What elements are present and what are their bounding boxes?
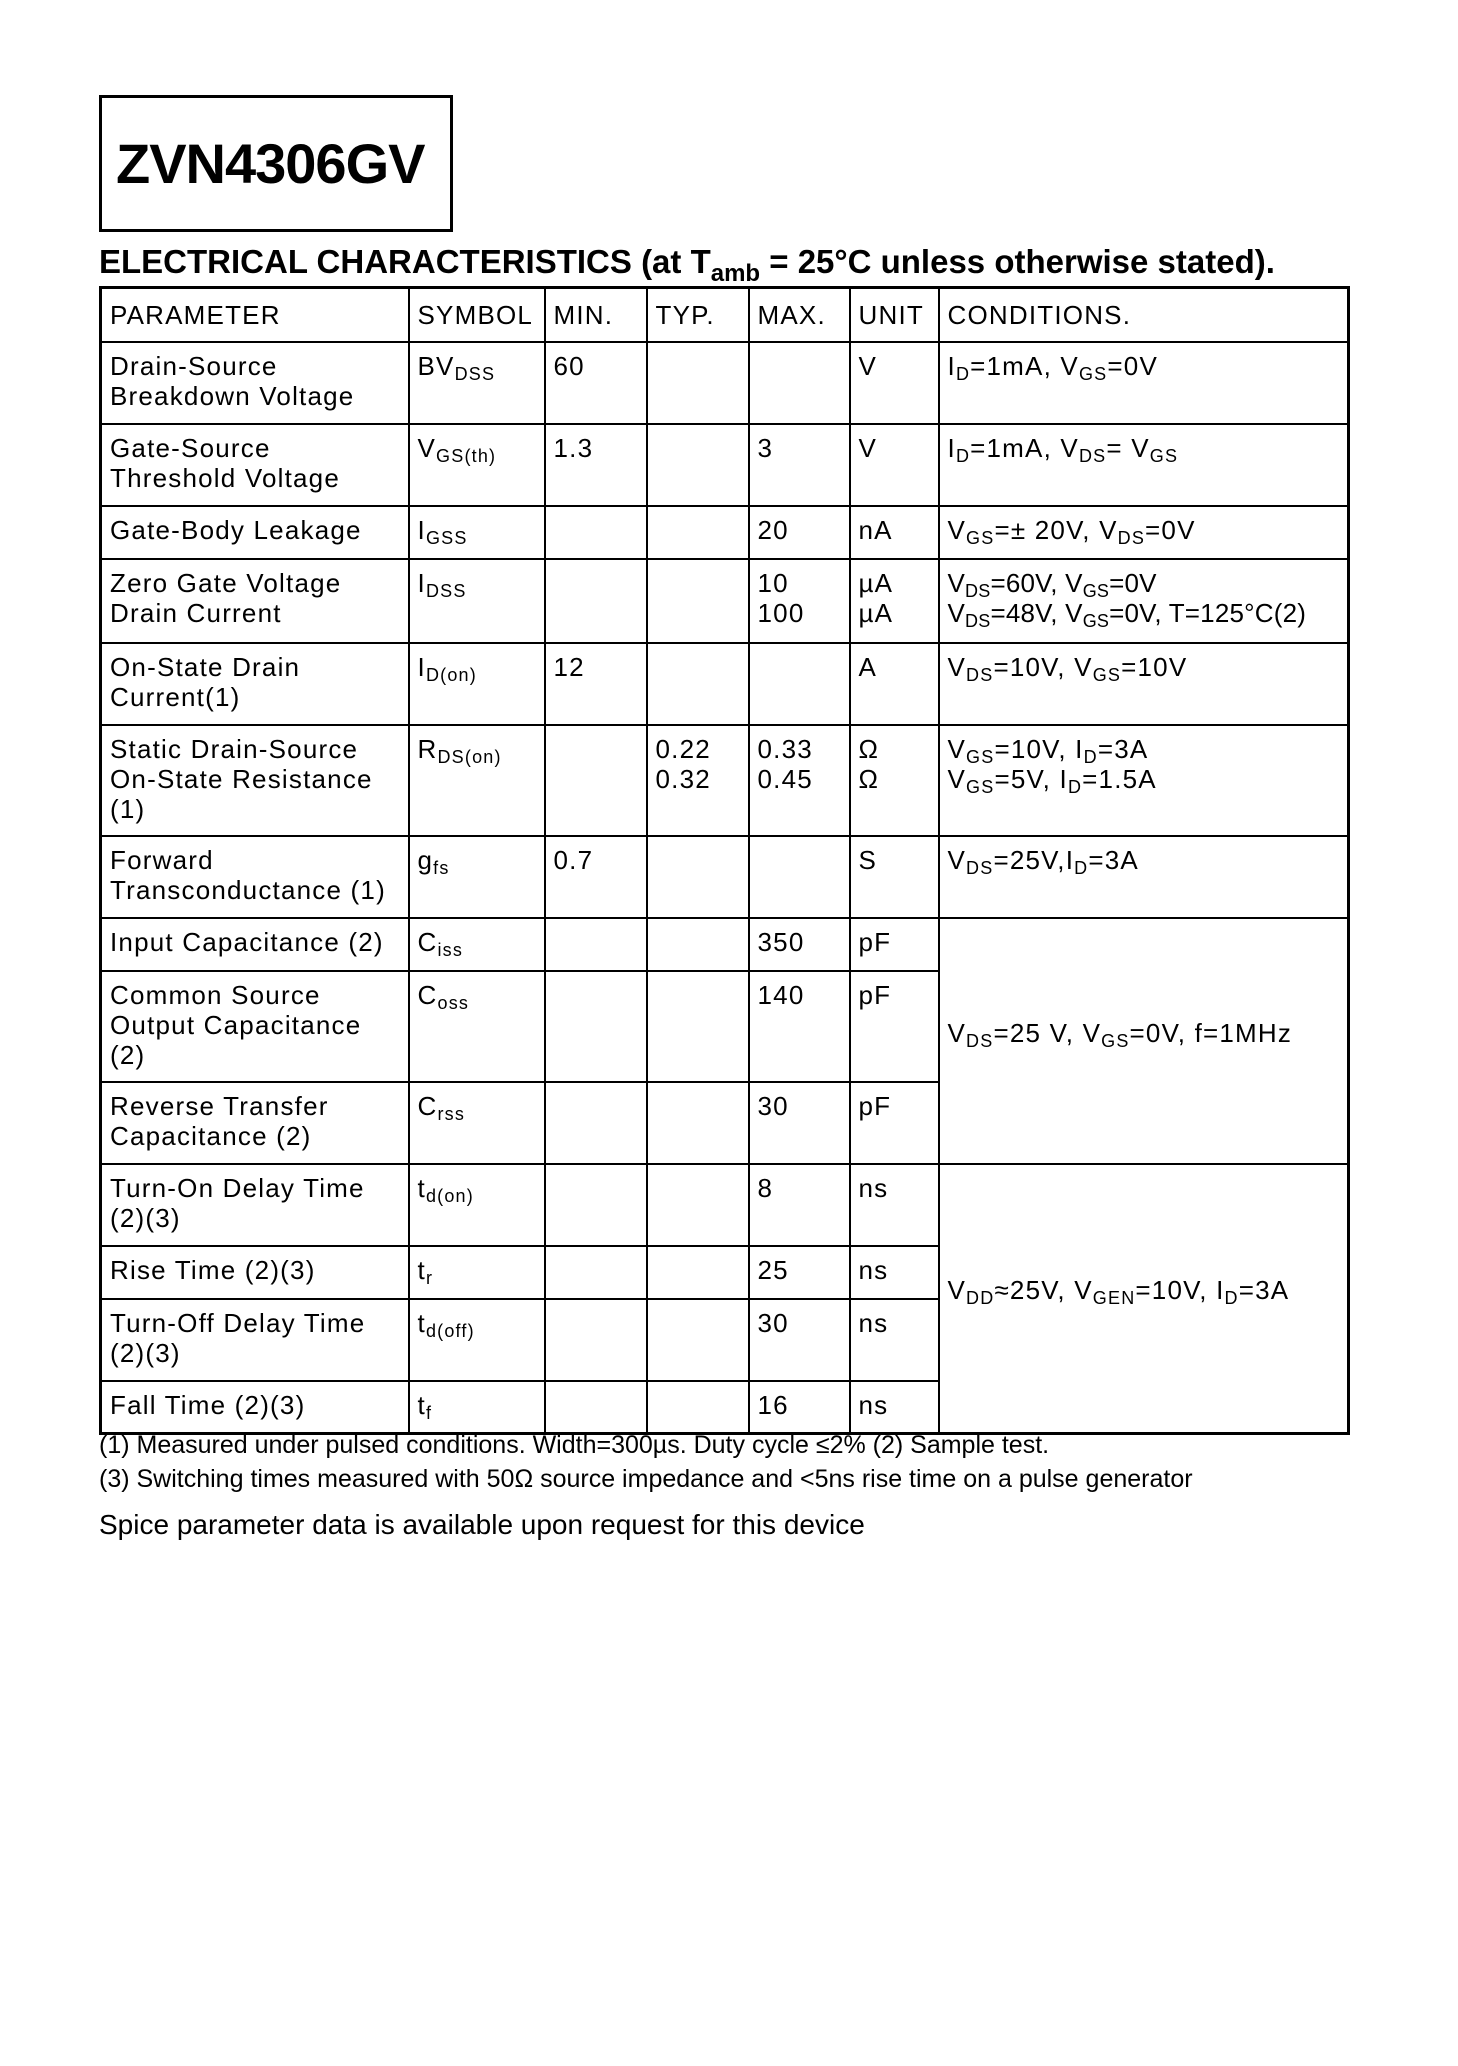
parameter-cell (101, 1082, 409, 1164)
section-heading (99, 243, 1275, 287)
min-value: 12 (553, 651, 585, 682)
parameter-line: On-State Drain (110, 651, 301, 682)
typ-cell (647, 725, 749, 836)
parameter-line: Static Drain-Source (110, 733, 359, 764)
table-row (101, 342, 1349, 424)
condition (947, 763, 1157, 797)
parameter-cell (101, 1164, 409, 1246)
condition-subscript: GS (1082, 610, 1110, 631)
parameter-line: Threshold Voltage (110, 462, 340, 493)
typ-cell (647, 1381, 749, 1434)
table-header-row (101, 288, 1349, 342)
parameter-line: Drain-Source (110, 350, 278, 381)
condition-subscript: GS (966, 776, 995, 797)
column-header: MIN. (545, 288, 647, 342)
max-cell (749, 424, 850, 506)
parameter-cell (101, 506, 409, 559)
condition-subscript: D (1083, 746, 1098, 767)
conditions-cell (939, 643, 1349, 725)
condition (947, 844, 1139, 878)
parameter-cell (101, 836, 409, 918)
table-row (101, 643, 1349, 725)
unit-value: ns (858, 1389, 889, 1420)
footnote-2: (3) Switching times measured with 50Ω source impedance and <5ns rise time on a pulse generator (99, 1465, 1193, 1493)
condition-text: =1mA, V (970, 350, 1079, 381)
condition-text: =3A (1088, 844, 1139, 875)
condition-text: V (947, 567, 966, 598)
unit-value: V (858, 350, 878, 381)
typ-cell (647, 643, 749, 725)
unit-cell (850, 836, 939, 918)
max-value: 140 (757, 979, 805, 1010)
parameter-line: Input Capacitance (2) (110, 926, 384, 957)
symbol-cell (409, 559, 545, 643)
unit-cell (850, 918, 939, 971)
max-value: 25 (757, 1254, 789, 1285)
parameter-line: Rise Time (2)(3) (110, 1254, 316, 1285)
condition-line (947, 432, 1340, 466)
symbol-text: R (417, 733, 438, 764)
condition-text: = V (1106, 432, 1150, 463)
parameter-cell (101, 1381, 409, 1434)
condition-subscript: D (1224, 1288, 1239, 1309)
electrical-characteristics-table (99, 286, 1350, 1435)
symbol-subscript: f (425, 1402, 433, 1423)
condition (947, 733, 1149, 767)
unit-value: nA (858, 514, 893, 545)
footnote-1: (1) Measured under pulsed conditions. Width=300µs. Duty cycle ≤2% (2) Sample test. (99, 1431, 1050, 1459)
symbol-text: I (417, 567, 426, 598)
symbol-subscript: oss (437, 992, 470, 1013)
symbol-subscript: iss (437, 939, 464, 960)
parameter-line: Forward (110, 844, 214, 875)
unit-cell (850, 506, 939, 559)
typ-cell (647, 424, 749, 506)
condition (947, 597, 1307, 631)
symbol-subscript: GS(th) (436, 445, 497, 466)
min-cell (545, 342, 647, 424)
condition-text: =10V (1121, 651, 1188, 682)
min-cell (545, 1381, 647, 1434)
conditions-cell (939, 559, 1349, 643)
table-row (101, 1164, 1349, 1246)
condition-text: =1mA, V (970, 432, 1079, 463)
condition-text: =0V, f=1MHz (1129, 1017, 1293, 1048)
min-value: 60 (553, 350, 585, 381)
unit-cell (850, 342, 939, 424)
unit-value: A (858, 651, 878, 682)
condition-text: =1.5A (1082, 763, 1157, 794)
symbol-cell (409, 1082, 545, 1164)
table-row (101, 506, 1349, 559)
conditions-cell (939, 506, 1349, 559)
symbol-subscript: rss (437, 1103, 466, 1124)
unit-cell (850, 424, 939, 506)
unit-value: S (858, 844, 878, 875)
part-number-box (99, 95, 453, 232)
symbol-text: g (417, 844, 434, 875)
unit-value: ns (858, 1172, 889, 1203)
heading-text: ELECTRICAL CHARACTERISTICS (at T (99, 243, 711, 280)
condition-text: =25 V, V (993, 1017, 1102, 1048)
symbol-cell (409, 424, 545, 506)
symbol-text: I (417, 651, 426, 682)
condition-line (947, 514, 1340, 548)
condition-line (947, 651, 1340, 685)
symbol-subscript: DS(on) (437, 746, 502, 767)
min-cell (545, 643, 647, 725)
parameter-line: (1) (110, 793, 146, 824)
parameter-line: Common Source (110, 979, 321, 1010)
parameter-line: Output Capacitance (110, 1009, 362, 1040)
max-value: 0.45 (757, 763, 813, 794)
table-row (101, 424, 1349, 506)
column-header: PARAMETER (101, 288, 409, 342)
parameter-cell (101, 918, 409, 971)
symbol-subscript: fs (433, 857, 450, 878)
symbol-text: t (417, 1389, 426, 1420)
unit-value: Ω (858, 763, 880, 794)
condition-text: =25V,I (993, 844, 1075, 875)
unit-cell (850, 1164, 939, 1246)
min-cell (545, 725, 647, 836)
max-cell (749, 1299, 850, 1381)
capacitance-conditions (947, 1017, 1293, 1051)
conditions-cell (939, 424, 1349, 506)
condition-subscript: GS (966, 527, 995, 548)
condition (947, 514, 1196, 548)
condition-subscript: DS (965, 580, 991, 601)
condition-subscript: DS (965, 610, 991, 631)
condition-text: =10V, I (994, 733, 1084, 764)
condition-text: =0V, T=125°C(2) (1109, 597, 1307, 628)
parameter-cell (101, 971, 409, 1082)
parameter-cell (101, 559, 409, 643)
symbol-text: t (417, 1307, 426, 1338)
heading-text-rest: = 25°C unless otherwise stated). (760, 243, 1275, 280)
symbol-subscript: r (425, 1267, 434, 1288)
max-value: 350 (757, 926, 805, 957)
max-value: 30 (757, 1090, 789, 1121)
condition-text: V (947, 1017, 967, 1048)
parameter-line: (2)(3) (110, 1202, 181, 1233)
spice-note: Spice parameter data is available upon request for this device (99, 1509, 865, 1540)
column-header: UNIT (850, 288, 939, 342)
parameter-line: (2) (110, 1039, 146, 1070)
unit-value: µA (858, 567, 894, 598)
column-header: TYP. (647, 288, 749, 342)
max-value: 20 (757, 514, 789, 545)
condition-subscript: GS (1101, 1030, 1130, 1051)
typ-cell (647, 836, 749, 918)
conditions-cell (939, 342, 1349, 424)
symbol-text: I (417, 514, 426, 545)
typ-cell (647, 559, 749, 643)
condition-subscript: D (955, 363, 971, 384)
parameter-line: Drain Current (110, 597, 282, 628)
condition-text: V (947, 514, 967, 545)
condition-subscript: GS (1082, 580, 1110, 601)
condition-line (947, 844, 1340, 878)
condition (947, 567, 1157, 601)
min-cell (545, 506, 647, 559)
max-cell (749, 1082, 850, 1164)
parameter-line: Capacitance (2) (110, 1120, 312, 1151)
condition-subscript: GEN (1092, 1288, 1136, 1309)
min-cell (545, 559, 647, 643)
condition-text: =3A (1097, 733, 1149, 764)
parameter-line: Current(1) (110, 681, 241, 712)
parameter-cell (101, 725, 409, 836)
symbol-text: t (417, 1172, 426, 1203)
max-cell (749, 918, 850, 971)
parameter-line: Fall Time (2)(3) (110, 1389, 306, 1420)
unit-value: ns (858, 1307, 889, 1338)
unit-cell (850, 1082, 939, 1164)
table-row (101, 836, 1349, 918)
parameter-line: Turn-On Delay Time (110, 1172, 365, 1203)
max-value: 30 (757, 1307, 789, 1338)
condition-subscript: D (1074, 857, 1089, 878)
switching-conditions (947, 1275, 1290, 1309)
max-cell (749, 1164, 850, 1246)
condition-text: =0V (1109, 567, 1157, 598)
condition-subscript: GS (1078, 363, 1108, 384)
symbol-cell (409, 506, 545, 559)
typ-cell (647, 1246, 749, 1299)
parameter-line: On-State Resistance (110, 763, 373, 794)
typ-value: 0.32 (655, 763, 711, 794)
min-cell (545, 1082, 647, 1164)
symbol-cell (409, 918, 545, 971)
condition-text: V (947, 844, 967, 875)
condition-text: =10V, V (993, 651, 1093, 682)
condition-text: I (947, 432, 956, 463)
max-value: 3 (757, 432, 774, 463)
unit-value: pF (858, 979, 892, 1010)
condition-line (947, 733, 1340, 767)
max-cell (749, 971, 850, 1082)
unit-value: pF (858, 926, 892, 957)
capacitance-conditions-cell (939, 918, 1349, 1164)
parameter-line: Turn-Off Delay Time (110, 1307, 366, 1338)
condition (947, 350, 1159, 384)
parameter-cell (101, 1299, 409, 1381)
condition-subscript: DD (966, 1288, 995, 1309)
min-value: 1.3 (553, 432, 594, 463)
symbol-text: C (417, 1090, 438, 1121)
symbol-text: C (417, 979, 438, 1010)
switching-conditions-cell (939, 1164, 1349, 1434)
condition-subscript: D (1067, 776, 1083, 797)
unit-cell (850, 643, 939, 725)
min-cell (545, 1299, 647, 1381)
symbol-cell (409, 643, 545, 725)
symbol-subscript: GSS (425, 527, 468, 548)
condition-subscript: DS (966, 857, 994, 878)
max-cell (749, 836, 850, 918)
footnotes (99, 1428, 1193, 1496)
max-value: 10 (757, 567, 789, 598)
max-cell (749, 342, 850, 424)
symbol-subscript: D(on) (425, 664, 477, 685)
parameter-line: Breakdown Voltage (110, 380, 355, 411)
table-row (101, 559, 1349, 643)
unit-value: µA (858, 597, 894, 628)
unit-cell (850, 971, 939, 1082)
condition-subscript: D (955, 445, 971, 466)
condition-subscript: DS (966, 664, 994, 685)
max-cell (749, 559, 850, 643)
max-value: 16 (757, 1389, 789, 1420)
condition-text: V (947, 733, 967, 764)
condition-subscript: GS (1092, 664, 1122, 685)
typ-cell (647, 918, 749, 971)
condition-text: =3A (1238, 1275, 1290, 1306)
typ-cell (647, 506, 749, 559)
table-row (101, 725, 1349, 836)
condition-subscript: DS (1117, 527, 1146, 548)
column-header: SYMBOL (409, 288, 545, 342)
condition-text: V (947, 597, 966, 628)
unit-value: ns (858, 1254, 889, 1285)
min-cell (545, 1246, 647, 1299)
condition-text: ≈25V, V (994, 1275, 1093, 1306)
condition-text: V (947, 1275, 967, 1306)
unit-cell (850, 725, 939, 836)
condition-subscript: GS (1149, 445, 1179, 466)
max-cell (749, 1381, 850, 1434)
min-cell (545, 971, 647, 1082)
min-cell (545, 1164, 647, 1246)
condition-text: =10V, I (1135, 1275, 1225, 1306)
parameter-cell (101, 424, 409, 506)
typ-cell (647, 1299, 749, 1381)
symbol-subscript: DSS (454, 363, 496, 384)
column-header: CONDITIONS. (939, 288, 1349, 342)
symbol-text: V (417, 432, 437, 463)
max-cell (749, 725, 850, 836)
condition-text: =5V, I (994, 763, 1068, 794)
condition (947, 432, 1179, 466)
parameter-line: Transconductance (1) (110, 874, 386, 905)
symbol-cell (409, 836, 545, 918)
condition-text: V (947, 651, 967, 682)
symbol-cell (409, 342, 545, 424)
min-cell (545, 424, 647, 506)
condition-text: =± 20V, V (994, 514, 1118, 545)
condition-text: =60V, V (990, 567, 1083, 598)
symbol-text: BV (417, 350, 455, 381)
condition-text: I (947, 350, 956, 381)
symbol-cell (409, 1381, 545, 1434)
table-row (101, 918, 1349, 971)
part-number: ZVN4306GV (116, 132, 425, 195)
condition-text: V (947, 763, 967, 794)
condition-line (947, 350, 1340, 384)
condition-line (947, 597, 1340, 631)
parameter-line: (2)(3) (110, 1337, 181, 1368)
column-header: MAX. (749, 288, 850, 342)
heading-subscript: amb (710, 260, 761, 287)
condition-text: =0V (1107, 350, 1158, 381)
min-cell (545, 836, 647, 918)
unit-cell (850, 559, 939, 643)
typ-cell (647, 971, 749, 1082)
unit-cell (850, 1299, 939, 1381)
symbol-text: C (417, 926, 438, 957)
parameter-cell (101, 643, 409, 725)
condition-subscript: DS (966, 1030, 994, 1051)
unit-cell (850, 1381, 939, 1434)
unit-cell (850, 1246, 939, 1299)
symbol-cell (409, 971, 545, 1082)
typ-cell (647, 342, 749, 424)
condition (947, 651, 1188, 685)
symbol-subscript: d(off) (425, 1320, 475, 1341)
unit-value: V (858, 432, 878, 463)
symbol-cell (409, 1164, 545, 1246)
max-value: 0.33 (757, 733, 813, 764)
condition-line (947, 763, 1340, 797)
condition-text: =0V (1145, 514, 1196, 545)
condition-line (947, 567, 1340, 601)
max-cell (749, 1246, 850, 1299)
typ-value: 0.22 (655, 733, 711, 764)
typ-cell (647, 1164, 749, 1246)
symbol-cell (409, 1246, 545, 1299)
symbol-subscript: DSS (425, 580, 467, 601)
min-value: 0.7 (553, 844, 594, 875)
unit-value: pF (858, 1090, 892, 1121)
typ-cell (647, 1082, 749, 1164)
symbol-text: t (417, 1254, 426, 1285)
parameter-cell (101, 342, 409, 424)
conditions-cell (939, 725, 1349, 836)
parameter-line: Zero Gate Voltage (110, 567, 342, 598)
parameter-cell (101, 1246, 409, 1299)
conditions-cell (939, 836, 1349, 918)
min-cell (545, 918, 647, 971)
parameter-line: Reverse Transfer (110, 1090, 329, 1121)
symbol-cell (409, 725, 545, 836)
unit-value: Ω (858, 733, 880, 764)
parameter-line: Gate-Body Leakage (110, 514, 362, 545)
max-value: 8 (757, 1172, 774, 1203)
symbol-subscript: d(on) (425, 1185, 474, 1206)
condition-subscript: GS (966, 746, 995, 767)
condition-text: =48V, V (990, 597, 1083, 628)
parameter-line: Gate-Source (110, 432, 271, 463)
max-cell (749, 643, 850, 725)
max-cell (749, 506, 850, 559)
max-value: 100 (757, 597, 805, 628)
condition-subscript: DS (1078, 445, 1107, 466)
symbol-cell (409, 1299, 545, 1381)
